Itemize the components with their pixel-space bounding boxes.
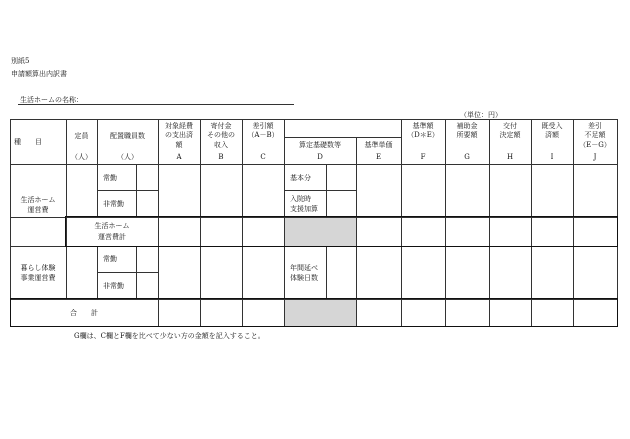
col-staff-header: 配置職員数 bbox=[110, 132, 145, 140]
col-teiin-header: 定員 bbox=[74, 132, 89, 140]
col-e-letter: E bbox=[375, 153, 382, 161]
col-e-header: 基準単価 bbox=[364, 141, 393, 149]
col-d-letter: D bbox=[317, 153, 323, 161]
form-number: 別紙5 bbox=[11, 57, 30, 65]
row-hosp-line2: 支援加算 bbox=[290, 205, 318, 213]
row-trial-line2: 事業運営費 bbox=[20, 274, 56, 282]
col-d-header: 算定基礎数等 bbox=[299, 141, 341, 149]
col-c-line2: （A－B） bbox=[247, 131, 279, 139]
col-teiin-unit: （人） bbox=[71, 153, 92, 161]
row-total-label: 合 計 bbox=[70, 309, 98, 317]
col-h-line2: 決定額 bbox=[499, 131, 521, 139]
col-c-letter: C bbox=[260, 153, 266, 161]
col-j-line3: （E－G） bbox=[579, 141, 611, 149]
row-parttime-label: 非常勤 bbox=[103, 200, 124, 208]
row-trial-line1: 暮らし体験 bbox=[20, 264, 56, 272]
row-fulltime2-label: 常勤 bbox=[103, 255, 117, 263]
col-f-line1: 基準額 bbox=[412, 122, 434, 130]
col-g-line1: 補助金 bbox=[456, 122, 478, 130]
col-h-letter: H bbox=[506, 153, 514, 161]
col-b-line3: 収入 bbox=[214, 141, 228, 149]
col-i-letter: I bbox=[550, 153, 554, 161]
col-staff-unit: （人） bbox=[117, 153, 138, 161]
col-j-line2: 不足額 bbox=[584, 131, 606, 139]
row-living-line2: 運営費 bbox=[27, 206, 49, 214]
home-name-underline bbox=[18, 104, 294, 105]
row-base-label: 基本分 bbox=[290, 174, 311, 182]
document-title: 申請額算出内訳書 bbox=[11, 70, 67, 78]
col-a-letter: A bbox=[176, 153, 182, 161]
col-c-line1: 差引額 bbox=[252, 122, 274, 130]
unit-label: （単位：円） bbox=[460, 111, 502, 119]
col-a-line2: の支出済 bbox=[165, 131, 193, 139]
col-i-line1: 既受入 bbox=[541, 122, 563, 130]
col-i-line2: 済額 bbox=[545, 131, 559, 139]
row-parttime2-label: 非常勤 bbox=[103, 282, 124, 290]
col-a-line3: 額 bbox=[175, 141, 183, 149]
col-a-line1: 対象経費 bbox=[165, 122, 193, 130]
col-j-letter: J bbox=[593, 153, 597, 161]
col-b-line1: 寄付金 bbox=[210, 122, 232, 130]
row-subtotal-line1: 生活ホーム bbox=[94, 222, 130, 230]
col-h-line1: 交付 bbox=[503, 122, 517, 130]
col-g-letter: G bbox=[464, 153, 470, 161]
home-name-label: 生活ホームの名称： bbox=[20, 96, 83, 104]
row-subtotal-line2: 運営費計 bbox=[98, 233, 126, 241]
row-annual-line1: 年間延べ bbox=[290, 264, 318, 272]
row-living-line1: 生活ホーム bbox=[20, 196, 56, 204]
footnote: G欄は、C欄とF欄を比べて少ない方の金額を記入すること。 bbox=[74, 332, 265, 340]
row-annual-line2: 体験日数 bbox=[290, 274, 318, 282]
col-g-line2: 所要額 bbox=[456, 131, 478, 139]
subtotal-row-frame bbox=[65, 216, 618, 247]
col-f-line2: （D＊E） bbox=[407, 131, 439, 139]
row-fulltime-label: 常勤 bbox=[103, 174, 117, 182]
col-j-line1: 差引 bbox=[588, 122, 602, 130]
col-type-header: 種 目 bbox=[14, 138, 42, 146]
col-f-letter: F bbox=[420, 153, 426, 161]
col-b-line2: その他の bbox=[207, 131, 235, 139]
col-b-letter: B bbox=[218, 153, 224, 161]
row-hosp-line1: 入院時 bbox=[290, 195, 311, 203]
